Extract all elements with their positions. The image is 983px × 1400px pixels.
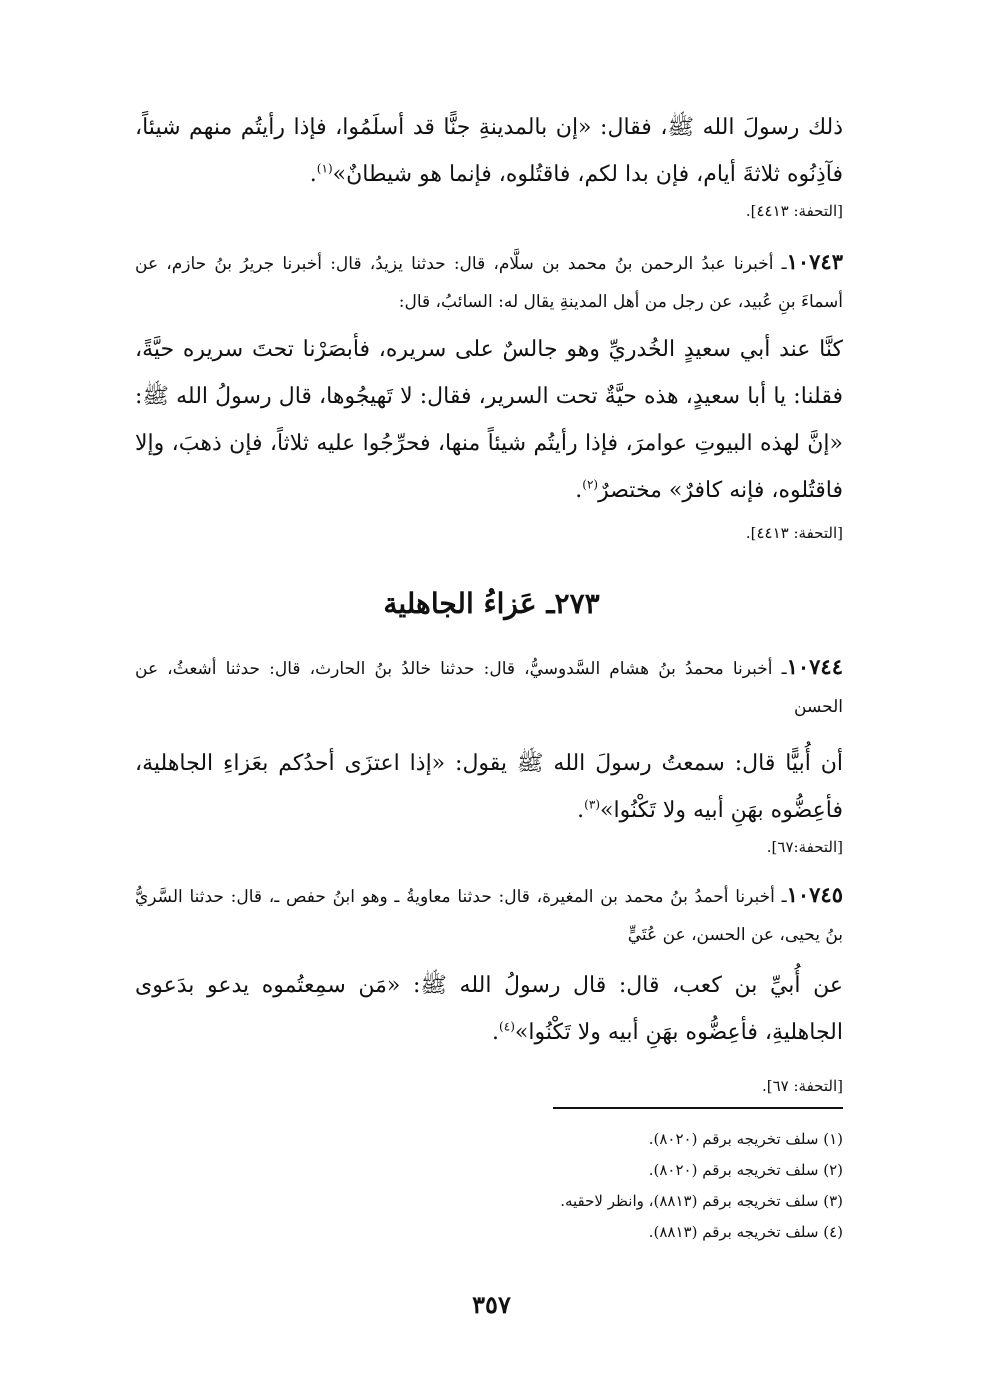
hadith-chain-text: ـ أخبرنا أحمدُ بنُ محمد بن المغيرة، قال: حدثنا معاويةُ ـ وهو ابنُ حفص ـ، قال: حدثنا السَّريُّ بنُ يحيى، عن الحسن، عن عُتَيٍّ [135, 887, 843, 945]
tuhfa-reference: [التحفة: ٤٤١٣]. [745, 202, 843, 220]
hadith-chain-10743 [135, 243, 843, 321]
tuhfa-reference: [التحفة: ٤٤١٣]. [745, 524, 843, 542]
hadith-number: ١٠٧٤٣ [786, 249, 843, 274]
hadith-matn: عن أُبيِّ بن كعب، قال: قال رسولُ الله ﷺ: «مَن سمِعتُموه يدعو بدَعوى الجاهليةِ، فأعِضُّوه بهَنِ أبيه ولا تَكْنُوا» [135, 973, 843, 1045]
hadith-chain-text: ـ أخبرنا عبدُ الرحمن بنُ محمد بن سلَّام، قال: حدثنا يزيدُ، قال: أخبرنا جريرُ بنُ حازم، عن أسماءَ بنِ عُبيد، عن رجل من أهل المدينةِ يقال له: السائبُ، قال: [135, 254, 843, 312]
hadith-number: ١٠٧٤٤ [786, 654, 843, 679]
hadith-chain-text: ـ أخبرنا محمدُ بنُ هشام السَّدوسيُّ، قال: حدثنا خالدُ بنُ الحارث، قال: حدثنا أشعثُ، عن الحسن [135, 659, 843, 717]
footnote: (٢) سلف تخريجه برقم (٨٠٢٠). [648, 1161, 843, 1179]
hadith-chain-10744 [135, 648, 843, 726]
paragraph-text: ذلك رسولَ الله ﷺ، فقال: «إن بالمدينةِ جنًّا قد أسلَمُوا، فإذا رأيتُم منهم شيئاً، فآذِنُوه ثلاثةَ أيام، فإن بدا لكم، فاقتُلوه، فإنما هو شيطانٌ» [135, 115, 843, 187]
hadith-text-10743 [135, 326, 843, 514]
footnote-marker: (٢) [582, 477, 599, 492]
hadith-end: . [492, 1020, 500, 1045]
hadith-end: . [575, 478, 583, 503]
hadith-chain-10745 [135, 876, 843, 954]
hadith-number: ١٠٧٤٥ [786, 882, 843, 907]
hadith-end: . [577, 798, 585, 823]
footnote: (٤) سلف تخريجه برقم (٨٨١٣). [648, 1223, 843, 1241]
footnote-marker: (٣) [584, 797, 600, 812]
footnote: (٣) سلف تخريجه برقم (٨٨١٣)، وانظر لاحقيه. [560, 1192, 843, 1210]
paragraph-continuation [135, 104, 843, 198]
hadith-text-10744 [135, 740, 843, 834]
chapter-heading: ٢٧٣ـ عَزاءُ الجاهلية [383, 587, 600, 620]
paragraph-end: . [309, 162, 317, 187]
hadith-text-10745 [135, 962, 843, 1056]
tuhfa-reference: [التحفة:٦٧]. [766, 838, 843, 856]
tuhfa-reference: [التحفة: ٦٧]. [761, 1077, 843, 1095]
hadith-matn: أن أُبيًّا قال: سمعتُ رسولَ الله ﷺ يقول: «إذا اعتزَى أحدُكم بعَزاءِ الجاهلية، فأعِضُّوه بهَنِ أبيه ولا تَكْنُوا» [135, 751, 843, 823]
footnote-separator [553, 1107, 843, 1109]
footnote-marker: (١) [316, 161, 333, 176]
footnote: (١) سلف تخريجه برقم (٨٠٢٠). [648, 1130, 843, 1148]
hadith-matn: كنَّا عند أبي سعيدٍ الخُدريِّ وهو جالسٌ على سريره، فأبصَرْنا تحتَ سريره حيَّةً، فقلنا: يا أبا سعيدٍ، هذه حيَّةٌ تحت السرير، فقال: لا تَهيجُوها، قال رسولُ الله ﷺ: «إنَّ لهذه البيوتِ عوامرَ، فإذا رأيتُم شيئاً منها، فحرِّجُوا عليه ثلاثاً، فإن ذهبَ، وإلا فاقتُلوه، فإنه كافرٌ» مختصرٌ [135, 337, 843, 503]
page-number: ٣٥٧ [472, 1290, 511, 1319]
footnote-marker: (٤) [499, 1019, 515, 1034]
